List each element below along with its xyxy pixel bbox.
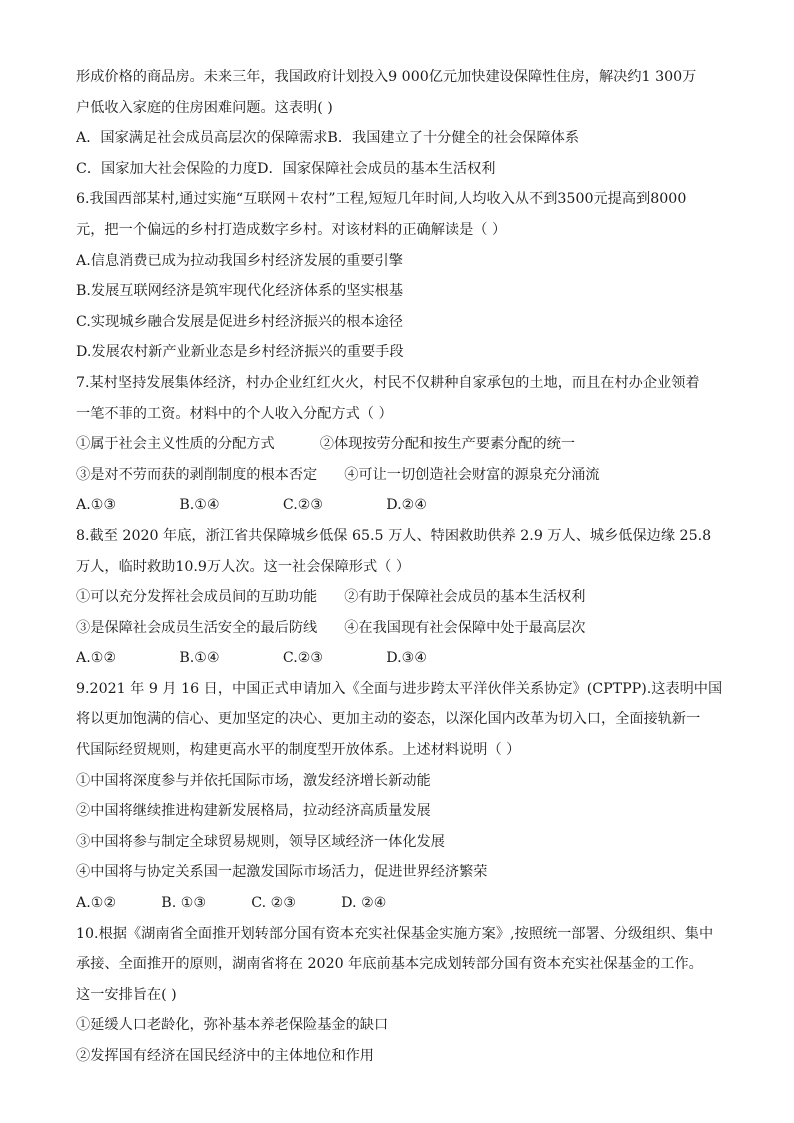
q10-stem-line-1: 10.根据《湖南省全面推开划转部分国有资本充实社保基金实施方案》,按照统一部署、分级组织、集中 — [76, 925, 714, 942]
q9-statement-4: ④中国将与协定关系国一起激发国际市场活力，促进世界经济繁荣 — [76, 864, 488, 881]
q9-statement-3: ③中国将参与制定全球贸易规则，领导区域经济一体化发展 — [76, 833, 445, 850]
q8-statements-34: ③是保障社会成员生活安全的最后防线 ④在我国现有社会保障中处于最高层次 — [76, 619, 586, 636]
q5-options-cd: C．国家加大社会保险的力度D．国家保障社会成员的基本生活权利 — [76, 160, 496, 177]
q10-statement-2: ②发挥国有经济在国民经济中的主体地位和作用 — [76, 1048, 374, 1064]
q6-option-d: D.发展农村新产业新业态是乡村经济振兴的重要手段 — [76, 344, 404, 361]
q9-stem-line-3: 代国际经贸规则，构建更高水平的制度型开放体系。上述材料说明（ ） — [76, 742, 521, 759]
exam-page — [76, 62, 726, 1072]
q6-option-c: C.实现城乡融合发展是促进乡村经济振兴的根本途径 — [76, 313, 403, 330]
q5-stem-line-2: 户低收入家庭的住房困难问题。这表明( ) — [76, 99, 333, 116]
q8-stem-line-1: 8.截至 2020 年底，浙江省共保障城乡低保 65.5 万人、特困救助供养 2.9 万人、城乡低保边缘 25.8 — [76, 527, 712, 544]
q9-statement-1: ①中国将深度参与并依托国际市场，激发经济增长新动能 — [76, 772, 431, 789]
q7-stem-line-2: 一笔不菲的工资。材料中的个人收入分配方式（ ） — [76, 405, 393, 422]
q10-stem-line-3: 这一安排旨在( ) — [76, 986, 177, 1003]
q6-option-b: B.发展互联网经济是筑牢现代化经济体系的坚实根基 — [76, 283, 404, 300]
q6-option-a: A.信息消费已成为拉动我国乡村经济发展的重要引擎 — [76, 252, 403, 269]
q6-stem-line-2: 元，把一个偏远的乡村打造成数字乡村。对该材料的正确解读是（ ） — [76, 221, 507, 238]
q7-answer-options: A.①③ B.①④ C.②③ D.②④ — [76, 497, 428, 514]
q8-statements-12: ①可以充分发挥社会成员间的互助功能 ②有助于保障社会成员的基本生活权利 — [76, 589, 586, 606]
q9-statement-2: ②中国将继续推进构建新发展格局，拉动经济高质量发展 — [76, 803, 431, 820]
q6-stem-line-1: 6.我国西部某村,通过实施“互联网＋农村”工程,短短几年时间,人均收入从不到3500元提高到8000 — [76, 191, 687, 208]
q9-answer-options: A.①② B. ①③ C. ②③ D. ②④ — [76, 895, 387, 912]
q7-statements-12: ①属于社会主义性质的分配方式 ②体现按劳分配和按生产要素分配的统一 — [76, 436, 576, 453]
q8-answer-options: A.①② B.①④ C.②③ D.③④ — [76, 650, 428, 667]
q5-options-ab: A．国家满足社会成员高层次的保障需求B．我国建立了十分健全的社会保障体系 — [76, 130, 580, 147]
q5-stem-line-1: 形成价格的商品房。未来三年，我国政府计划投入9 000亿元加快建设保障性住房，解决约1 300万 — [76, 69, 697, 85]
q10-statement-1: ①延缓人口老龄化，弥补基本养老保险基金的缺口 — [76, 1017, 389, 1034]
q9-stem-line-2: 将以更加饱满的信心、更加坚定的决心、更加主动的姿态，以深化国内改革为切入口，全面接轨新一 — [76, 711, 701, 728]
q7-stem-line-1: 7.某村坚持发展集体经济，村办企业红红火火，村民不仅耕种自家承包的土地，而且在村办企业领着 — [76, 374, 700, 391]
q8-stem-line-2: 万人，临时救助10.9万人次。这一社会保障形式（ ） — [76, 558, 411, 575]
q10-stem-line-2: 承接、全面推开的原则，湖南省将在 2020 年底前基本完成划转部分国有资本充实社保基金的工作。 — [76, 956, 703, 973]
q9-stem-line-1: 9.2021 年 9 月 16 日，中国正式申请加入《全面与进步跨太平洋伙伴关系协定》(CPTPP).这表明中国 — [76, 680, 723, 697]
q7-statements-34: ③是对不劳而获的剥削制度的根本否定 ④可让一切创造社会财富的源泉充分涌流 — [76, 466, 600, 483]
